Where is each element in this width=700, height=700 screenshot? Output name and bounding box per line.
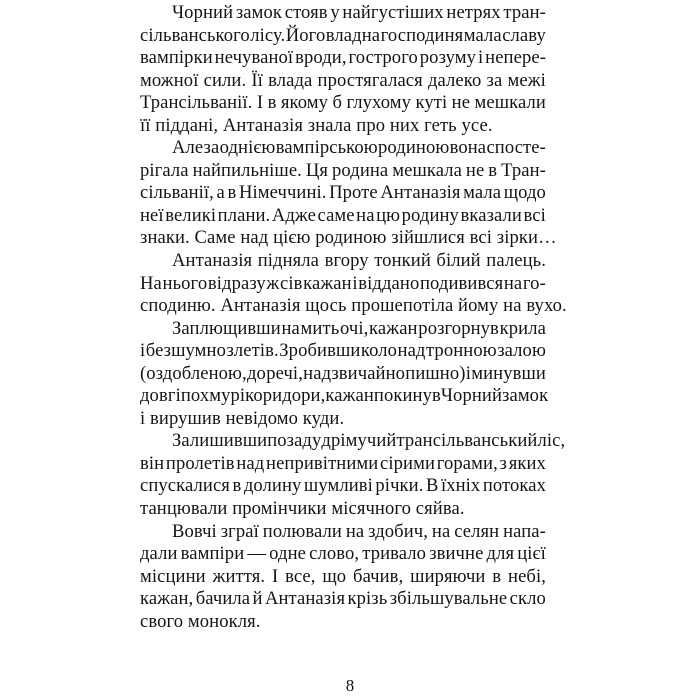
paragraph <box>140 430 566 520</box>
word: плани. <box>217 204 271 226</box>
word: позаду <box>267 430 322 452</box>
word: Антаназія <box>172 250 253 272</box>
word: можної <box>140 69 199 91</box>
word: вона <box>449 137 487 159</box>
word: влада <box>268 69 313 91</box>
word: Чорний <box>440 385 503 407</box>
word: крізь <box>347 588 388 610</box>
text-line <box>140 47 546 70</box>
word: найпильніше. <box>192 159 302 181</box>
word: речі, <box>266 362 303 384</box>
word: до <box>247 362 266 384</box>
word: далеко <box>427 69 482 91</box>
word: Німеччині. <box>238 182 327 204</box>
text-line <box>140 25 546 48</box>
page-text-body <box>140 2 567 633</box>
word: сільванського <box>140 24 250 46</box>
word: кажан <box>369 317 418 339</box>
word: І <box>271 565 279 587</box>
text-line <box>140 318 546 341</box>
text-line <box>140 250 546 273</box>
word: на <box>345 520 365 542</box>
word: Залишивши <box>172 430 268 452</box>
word: не <box>451 92 471 114</box>
word: залою <box>497 340 546 362</box>
word: небі, <box>508 565 546 587</box>
word: владна <box>325 24 381 46</box>
paragraph <box>140 2 546 137</box>
word: Вовчі <box>172 520 217 542</box>
word: вампірки <box>140 47 213 69</box>
word: відразу <box>207 272 266 294</box>
text-line <box>140 453 546 476</box>
word: — <box>247 543 267 565</box>
word: б <box>332 92 343 114</box>
word: родиною <box>378 137 450 159</box>
word: родину <box>401 204 459 226</box>
word: за <box>486 69 503 91</box>
word: вказали <box>460 204 522 226</box>
text-line <box>140 92 546 115</box>
word: білий <box>436 250 481 272</box>
word: очі, <box>339 317 369 339</box>
word: го- <box>522 272 546 294</box>
word: Адже <box>271 204 316 226</box>
word: а <box>216 182 225 204</box>
word: Її <box>251 69 263 91</box>
word: цієї <box>517 543 546 565</box>
text-line <box>140 340 546 363</box>
word: замок <box>502 385 549 407</box>
word: ліс, <box>537 430 566 452</box>
word: на <box>281 317 300 339</box>
word: гострого <box>348 47 418 69</box>
word: славу <box>502 24 546 46</box>
word: напа- <box>503 520 546 542</box>
word: мешкали <box>474 92 546 114</box>
word: похмурі <box>180 385 246 407</box>
word: і <box>477 47 484 69</box>
text-line <box>140 2 546 25</box>
word: всі <box>523 204 546 226</box>
word: сільванії, <box>140 182 214 204</box>
text-line: і вирушив невідомо куди. <box>140 407 345 429</box>
word: ширяючи <box>410 565 486 587</box>
text-line: її піддані, Антаназія знала про них геть усе. <box>140 114 493 136</box>
word: Але <box>172 137 204 159</box>
word: В <box>425 475 439 497</box>
word: шумливі <box>303 475 373 497</box>
word: Ця <box>305 159 329 181</box>
text-line <box>140 182 546 205</box>
text-line: сподиню. Антаназія щось прошепотіла йому на вухо. <box>140 295 567 317</box>
word: над <box>397 340 426 362</box>
word: палець. <box>486 250 546 272</box>
word: пишно) <box>405 362 466 384</box>
word: коридори, <box>245 385 326 407</box>
paragraph <box>140 317 549 431</box>
word: тронною <box>425 340 497 362</box>
word: Трансільванії. <box>140 92 253 114</box>
word: життя. <box>212 565 266 587</box>
word: слово, <box>309 543 360 565</box>
word: й <box>252 588 263 610</box>
word: вампірською <box>275 137 378 159</box>
text-line <box>140 475 546 498</box>
word: однією <box>219 137 276 159</box>
word: Тран- <box>501 159 546 181</box>
word: рігала <box>140 159 189 181</box>
word: він <box>140 452 165 474</box>
word: за <box>203 137 220 159</box>
word: для <box>486 543 515 565</box>
word: все, <box>285 565 316 587</box>
text-line <box>140 566 546 589</box>
word: нечуваної <box>214 47 294 69</box>
word: злетів. <box>226 340 279 362</box>
word: на <box>356 204 375 226</box>
word: нього <box>162 272 208 294</box>
word: сірими <box>380 452 436 474</box>
word: мала <box>463 24 502 46</box>
word: цю <box>376 204 401 226</box>
word: мешкала <box>392 159 462 181</box>
word: полювали <box>262 520 342 542</box>
word: нетрях <box>446 2 501 23</box>
paragraph <box>140 521 546 634</box>
word: зграї <box>220 520 259 542</box>
word: Зробивши <box>279 340 361 362</box>
word: куті <box>415 92 448 114</box>
word: яких <box>508 452 546 474</box>
word: звичне <box>429 543 484 565</box>
word: в <box>227 182 237 204</box>
word: великі <box>165 204 217 226</box>
word: вгору <box>324 250 369 272</box>
word: в <box>492 565 502 587</box>
word: здобич, <box>368 520 428 542</box>
word: дрімучий <box>321 430 397 452</box>
word: крила <box>499 317 546 339</box>
word: минувши <box>471 362 546 384</box>
word: долину <box>243 475 302 497</box>
word: трансільванський <box>396 430 538 452</box>
text-line <box>140 273 546 296</box>
paragraph <box>140 137 557 250</box>
word: місцини <box>140 565 206 587</box>
word: віддано <box>358 272 420 294</box>
word: над <box>236 452 265 474</box>
paragraph <box>140 250 567 318</box>
word: мала <box>463 182 502 204</box>
word: ж <box>266 272 280 294</box>
word: селян <box>454 520 500 542</box>
word: лісу. <box>250 24 286 46</box>
word: На <box>140 272 162 294</box>
word: простягалася <box>317 69 423 91</box>
word: підняла <box>257 250 320 272</box>
word: спосте- <box>486 137 546 159</box>
word: горами, <box>436 452 498 474</box>
word: пролетів <box>165 452 235 474</box>
text-line: знаки. Саме над цією родиною зійшлися всі зірки… <box>140 227 557 249</box>
page-number: 8 <box>345 676 355 695</box>
word: коло <box>360 340 398 362</box>
word: непере- <box>485 47 546 69</box>
text-line <box>140 205 546 228</box>
word: надзвичайно <box>303 362 406 384</box>
text-line <box>140 385 549 408</box>
word: в <box>232 475 242 497</box>
word: кажан <box>325 385 374 407</box>
word: з <box>499 452 507 474</box>
word: замок <box>235 2 283 23</box>
word: Антаназія <box>264 588 346 610</box>
word: спускалися <box>140 475 230 497</box>
word: одне <box>269 543 306 565</box>
word: розгорнув <box>418 317 499 339</box>
text-line <box>140 137 546 160</box>
word: їхніх <box>440 475 481 497</box>
word: тран- <box>503 2 546 23</box>
text-line <box>140 588 546 611</box>
word: неї <box>140 204 164 226</box>
word: глухому <box>346 92 412 114</box>
word: на <box>431 520 451 542</box>
word: і <box>140 340 146 362</box>
word: Проте <box>329 182 378 204</box>
word: у <box>330 2 340 23</box>
word: на <box>503 272 523 294</box>
word: Його <box>285 24 326 46</box>
word: межі <box>507 69 546 91</box>
text-line <box>140 160 546 183</box>
word: стояв <box>284 2 328 23</box>
word: найгустіших <box>342 2 444 23</box>
text-line: танцювали промінчики місячного сяйва. <box>140 498 465 520</box>
word: дали <box>140 543 178 565</box>
word: кажан, <box>140 588 194 610</box>
word: Чорний <box>172 2 234 23</box>
word: збільшувальне <box>389 588 508 610</box>
word: потоках <box>482 475 546 497</box>
word: Заплющивши <box>172 317 281 339</box>
word: кажан <box>303 272 352 294</box>
text-line: свого монокля. <box>140 610 261 632</box>
word: саме <box>317 204 355 226</box>
word: родина <box>332 159 389 181</box>
word: якому <box>280 92 329 114</box>
word: тонкий <box>374 250 431 272</box>
word: подивився <box>420 272 504 294</box>
word: безшумно <box>145 340 226 362</box>
word: в <box>488 159 498 181</box>
word: покинув <box>373 385 441 407</box>
word: і <box>465 362 472 384</box>
word: щодо <box>503 182 546 204</box>
word: тривало <box>362 543 427 565</box>
word: і <box>352 272 358 294</box>
text-line <box>140 363 546 386</box>
text-line <box>140 521 546 544</box>
word: бачив, <box>353 565 404 587</box>
word: непривітними <box>266 452 379 474</box>
word: господиня <box>380 24 464 46</box>
word: вроди, <box>295 47 347 69</box>
text-line <box>140 430 566 453</box>
word: мить <box>300 317 340 339</box>
text-line <box>140 543 546 566</box>
word: сів <box>280 272 303 294</box>
word: не <box>465 159 485 181</box>
word: сили. <box>203 69 247 91</box>
word: що <box>322 565 347 587</box>
word: в <box>267 92 277 114</box>
word: (оздобленою, <box>140 362 247 384</box>
text-line <box>140 70 546 93</box>
word: І <box>256 92 264 114</box>
word: річки. <box>375 475 424 497</box>
word: довгі <box>140 385 181 407</box>
word: Антаназія <box>380 182 461 204</box>
word: скло <box>509 588 546 610</box>
word: вампіри <box>180 543 245 565</box>
word: розуму <box>419 47 477 69</box>
word: бачила <box>195 588 251 610</box>
